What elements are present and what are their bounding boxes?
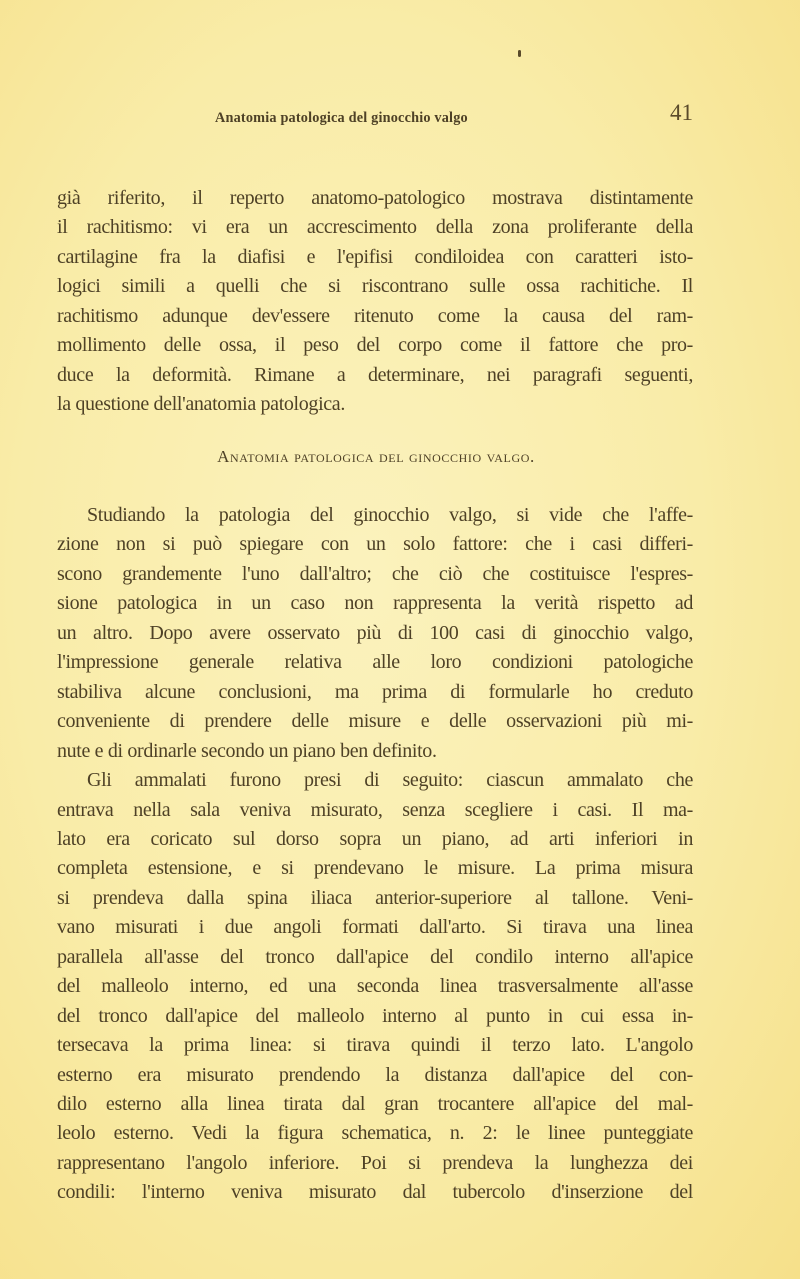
page-number: 41 — [670, 100, 693, 125]
text-line: Studiando la patologia del ginocchio valgo, si vide che l'affe- — [87, 504, 693, 526]
text-line: la questione dell'anatomia patologica. — [57, 393, 345, 416]
text-line: il rachitismo: vi era un accrescimento della zona proliferante della — [57, 216, 693, 239]
text-line: dilo esterno alla linea tirata dal gran trocantere all'apice del mal- — [57, 1093, 693, 1115]
text-line: entrava nella sala veniva misurato, senza scegliere i casi. Il ma- — [57, 798, 693, 821]
text-line: nute e di ordinarle secondo un piano ben definito. — [57, 739, 437, 762]
text-line: del tronco dall'apice del malleolo interno al punto in cui essa in- — [57, 1004, 693, 1027]
text-line: vano misurati i due angoli formati dall'arto. Si tirava una linea — [57, 916, 693, 939]
text-line: sione patologica in un caso non rappresenta la verità rispetto ad — [57, 592, 693, 615]
text-line: rappresentano l'angolo inferiore. Poi si prendeva la lunghezza dei — [57, 1151, 693, 1174]
text-line: tersecava la prima linea: si tirava quindi il terzo lato. L'angolo — [57, 1034, 693, 1057]
text-line: parallela all'asse del tronco dall'apice del condilo interno all'apice — [57, 945, 693, 968]
text-line: un altro. Dopo avere osservato più di 100 casi di ginocchio valgo, — [57, 621, 693, 644]
text-line: conveniente di prendere delle misure e delle osservazioni più mi- — [57, 710, 693, 733]
text-line: lato era coricato sul dorso sopra un piano, ad arti inferiori in — [57, 827, 693, 850]
running-head: Anatomia patologica del ginocchio valgo — [215, 110, 468, 126]
section-heading: Anatomia patologica del ginocchio valgo. — [217, 447, 535, 466]
text-line: rachitismo adunque dev'essere ritenuto come la causa del ram- — [57, 304, 693, 327]
text-line: scono grandemente l'uno dall'altro; che ciò che costituisce l'espres- — [57, 562, 693, 585]
text-line: cartilagine fra la diafisi e l'epifisi condiloidea con caratteri isto- — [57, 245, 693, 268]
text-line: completa estensione, e si prendevano le misure. La prima misura — [57, 857, 693, 880]
text-line: logici simili a quelli che si riscontrano sulle ossa rachitiche. Il — [57, 275, 693, 298]
print-mark — [518, 50, 521, 57]
text-line: l'impressione generale relativa alle loro condizioni patologiche — [57, 651, 693, 674]
text-line: del malleolo interno, ed una seconda linea trasversalmente all'asse — [57, 975, 693, 998]
text-line: condili: l'interno veniva misurato dal tubercolo d'inserzione del — [57, 1181, 693, 1204]
text-line: si prendeva dalla spina iliaca anterior-superiore al tallone. Veni- — [57, 886, 693, 909]
text-line: stabiliva alcune conclusioni, ma prima di formularle ho creduto — [57, 680, 693, 703]
text-line: zione non si può spiegare con un solo fattore: che i casi differi- — [57, 533, 693, 556]
text-line: mollimento delle ossa, il peso del corpo come il fattore che pro- — [57, 334, 693, 357]
text-line: leolo esterno. Vedi la figura schematica, n. 2: le linee punteggiate — [57, 1122, 693, 1145]
text-line: già riferito, il reperto anatomo-patologico mostrava distintamente — [57, 187, 693, 209]
text-line: duce la deformità. Rimane a determinare, nei paragrafi seguenti, — [57, 363, 693, 386]
text-line: Gli ammalati furono presi di seguito: ciascun ammalato che — [87, 769, 693, 792]
text-line: esterno era misurato prendendo la distanza dall'apice del con- — [57, 1063, 693, 1086]
